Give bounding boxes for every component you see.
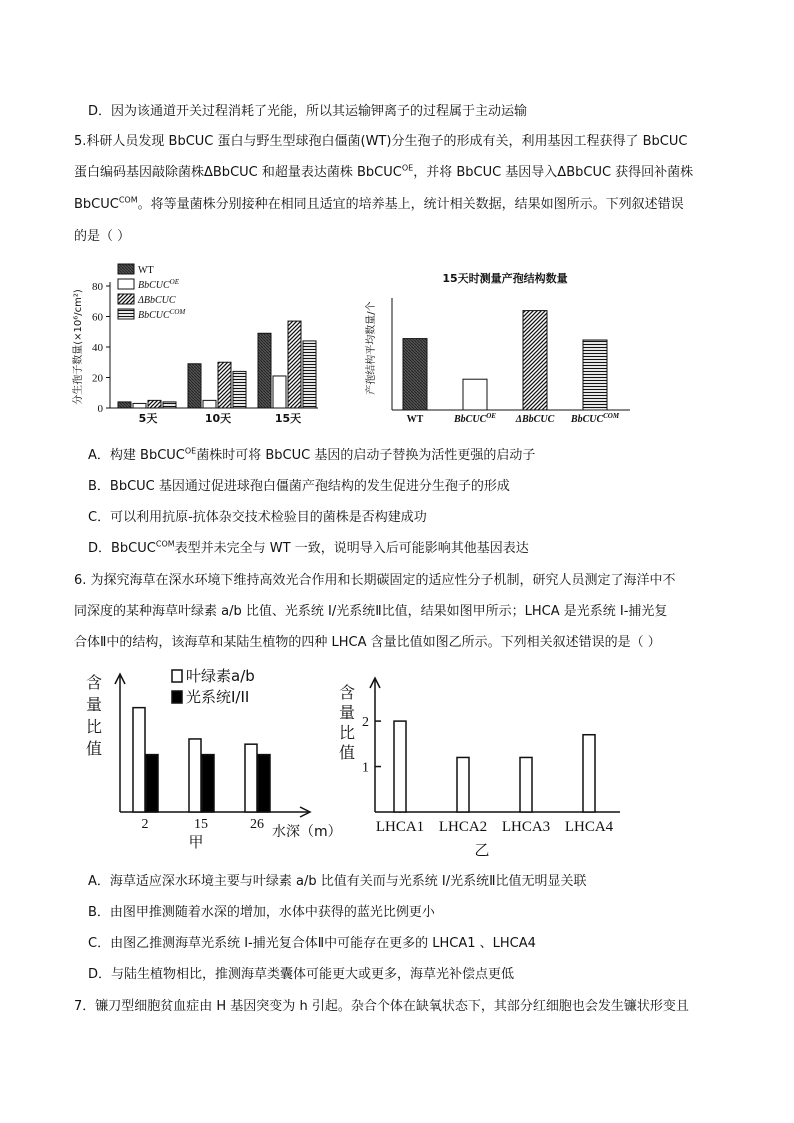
x-tick-label: 5天 (138, 412, 158, 425)
q6-option-b: B．由图甲推测随着水深的增加，水体中获得的蓝光比例更小 (88, 905, 435, 920)
y-axis-label: 分生孢子数量(×10⁶/cm²) (73, 289, 84, 405)
y-axis-label-char: 含 (338, 683, 356, 702)
bar-2 (520, 757, 532, 812)
x-tick-label: BbCUC$^{OE}$ (454, 412, 496, 425)
bar-1-3 (233, 371, 246, 408)
q5-option-a-text: A．构建 BbCUC (88, 448, 185, 463)
q5-stem-line1: 5.科研人员发现 BbCUC 蛋白与野生型球孢白僵菌(WT)分生孢子的形成有关，利用基因工程获得了 BbCUC (74, 134, 688, 149)
q5-option-b: B．BbCUC 基因通过促进球孢白僵菌产孢结构的发生促进分生孢子的形成 (88, 479, 510, 494)
x-tick-label: 26 (250, 817, 264, 832)
bar-0 (394, 721, 406, 812)
q5-stem-text: BbCUC (74, 197, 119, 212)
x-tick-label: 15天 (274, 412, 302, 425)
q5-stem-line3 (74, 196, 744, 214)
chart-yi-lhca (330, 676, 630, 866)
bar-2-0 (258, 333, 271, 408)
q7-stem-line1: 7．镰刀型细胞贫血症由 H 基因突变为 h 引起。杂合个体在缺氧状态下，其部分红细胞也会发生镰状形变且 (74, 999, 689, 1014)
q6-option-c: C．由图乙推测海草光系统 I-捕光复合体Ⅱ中可能存在更多的 LHCA1 、LHCA4 (88, 936, 536, 951)
x-tick-label: 10天 (204, 412, 232, 425)
q5-option-a-text: 菌株时可将 BbCUC 基因的启动子替换为活性更强的启动子 (196, 448, 536, 463)
bar-0-2 (148, 400, 161, 408)
q5-stem-text: ，并将 BbCUC 基因导入ΔBbCUC 获得回补菌株 (413, 165, 694, 180)
legend-swatch (118, 279, 134, 289)
chart-jia-depth (80, 664, 360, 854)
q5-sup-com: COM (118, 195, 138, 205)
y-axis-label-char: 值 (85, 739, 103, 758)
q5-sup-oe: OE (184, 446, 197, 456)
x-tick-label: WT (406, 414, 424, 425)
bar-0-0 (133, 708, 145, 812)
bar-3 (583, 340, 607, 410)
bar-0-1 (133, 403, 146, 408)
q5-stem-text: 。将等量菌株分别接种在相同且适宜的培养基上，统计相关数据，结果如图所示。下列叙述错误 (137, 197, 684, 212)
bar-0-0 (118, 402, 131, 408)
q5-option-d (88, 540, 744, 558)
legend-label: 叶绿素a/b (186, 667, 255, 685)
x-tick-label: LHCA2 (438, 819, 488, 835)
legend-label: BbCUC$^{COM}$ (138, 308, 186, 321)
y-axis-label-char: 值 (338, 743, 356, 762)
x-tick-label: BbCUC$^{COM}$ (570, 412, 620, 425)
q5-option-d-text: 表型并未完全与 WT 一致，说明导入后可能影响其他基因表达 (174, 541, 529, 556)
y-axis-label-char: 量 (338, 703, 356, 722)
q5-stem-text: 蛋白编码基因敲除菌株ΔBbCUC 和超量表达菌株 BbCUC (74, 165, 402, 180)
x-tick-label: ΔBbCUC (515, 414, 555, 425)
bar-1-1 (202, 755, 214, 812)
y-axis-label-char: 量 (85, 695, 103, 714)
legend-label: 光系统I/II (186, 688, 250, 706)
y-tick-label: 40 (92, 342, 103, 354)
legend-swatch (118, 264, 134, 274)
q6-stem-line1: 6. 为探究海草在深水环境下维持高效光合作用和长期碳固定的适应性分子机制，研究人员测定了海洋中不 (74, 573, 676, 588)
q6-option-a: A．海草适应深水环境主要与叶绿素 a/b 比值有关而与光系统 I/光系统Ⅱ比值无明显关联 (88, 874, 587, 889)
bar-2 (523, 311, 547, 410)
x-tick-label: LHCA1 (375, 819, 425, 835)
y-tick-label: 80 (92, 281, 103, 293)
bar-1 (463, 379, 487, 410)
chart-spore-count (68, 258, 358, 428)
legend-label: WT (138, 265, 154, 276)
q4-option-d: D．因为该通道开关过程消耗了光能，所以其运输钾离子的过程属于主动运输 (88, 104, 528, 119)
q5-stem-line4: 的是（ ） (74, 229, 131, 244)
legend-swatch (172, 691, 182, 703)
bar-0-3 (163, 402, 176, 408)
y-axis-label-char: 比 (85, 717, 103, 736)
q5-option-d-text: D．BbCUC (88, 541, 156, 556)
bar-0-1 (146, 755, 158, 812)
bar-1-1 (203, 400, 216, 408)
q5-sup-oe: OE (401, 163, 414, 173)
bar-1-0 (189, 739, 201, 812)
chart-title: 15天时测量产孢结构数量 (442, 272, 568, 285)
q6-stem-line3: 合体Ⅱ中的结构，该海草和某陆生植物的四种 LHCA 含量比值如图乙所示。下列相关叙述错误的是（ ） (74, 635, 661, 650)
bar-2-1 (273, 376, 286, 408)
q5-stem-line2 (74, 164, 744, 182)
y-axis-label-char: 比 (338, 723, 356, 742)
bar-1-0 (188, 364, 201, 408)
y-tick-label: 0 (97, 403, 103, 415)
bar-2-3 (303, 341, 316, 408)
q5-option-a (88, 447, 744, 465)
bar-2-1 (258, 755, 270, 812)
y-tick-label: 1 (362, 760, 369, 776)
y-tick-label: 20 (92, 372, 103, 385)
legend-label: ΔBbCUC (138, 295, 176, 306)
y-tick-label: 2 (362, 715, 369, 731)
bar-2-0 (245, 744, 257, 812)
y-tick-label: 60 (92, 311, 103, 324)
bar-3 (583, 735, 595, 812)
x-tick-label: LHCA4 (564, 819, 614, 835)
chart-caption: 甲 (188, 833, 204, 851)
bar-1-2 (218, 362, 231, 408)
legend-swatch (118, 309, 134, 319)
legend-swatch (172, 670, 182, 682)
legend-label: BbCUC$^{OE}$ (138, 278, 180, 291)
q5-option-c: C．可以利用抗原-抗体杂交技术检验目的菌株是否构建成功 (88, 510, 427, 525)
q6-stem-line2: 同深度的某种海草叶绿素 a/b 比值、光系统 I/光系统Ⅱ比值，结果如图甲所示；LHCA 是光系统 I-捕光复 (74, 604, 668, 619)
legend-swatch (118, 294, 134, 304)
q5-sup-com: COM (155, 539, 175, 549)
chart-sporulation-structures (360, 268, 640, 428)
x-tick-label: 15 (194, 817, 208, 832)
y-axis-label-char: 含 (85, 673, 103, 692)
x-tick-label: LHCA3 (501, 819, 551, 835)
bar-0 (403, 339, 427, 410)
x-axis-label: 水深（m） (272, 824, 342, 840)
chart-caption: 乙 (474, 841, 490, 859)
x-tick-label: 2 (141, 817, 149, 832)
y-axis-label: 产孢结构平均数量/个 (366, 301, 377, 395)
bar-1 (457, 757, 469, 812)
q6-option-d: D．与陆生植物相比，推测海草类囊体可能更大或更多，海草光补偿点更低 (88, 967, 515, 982)
bar-2-2 (288, 321, 301, 408)
